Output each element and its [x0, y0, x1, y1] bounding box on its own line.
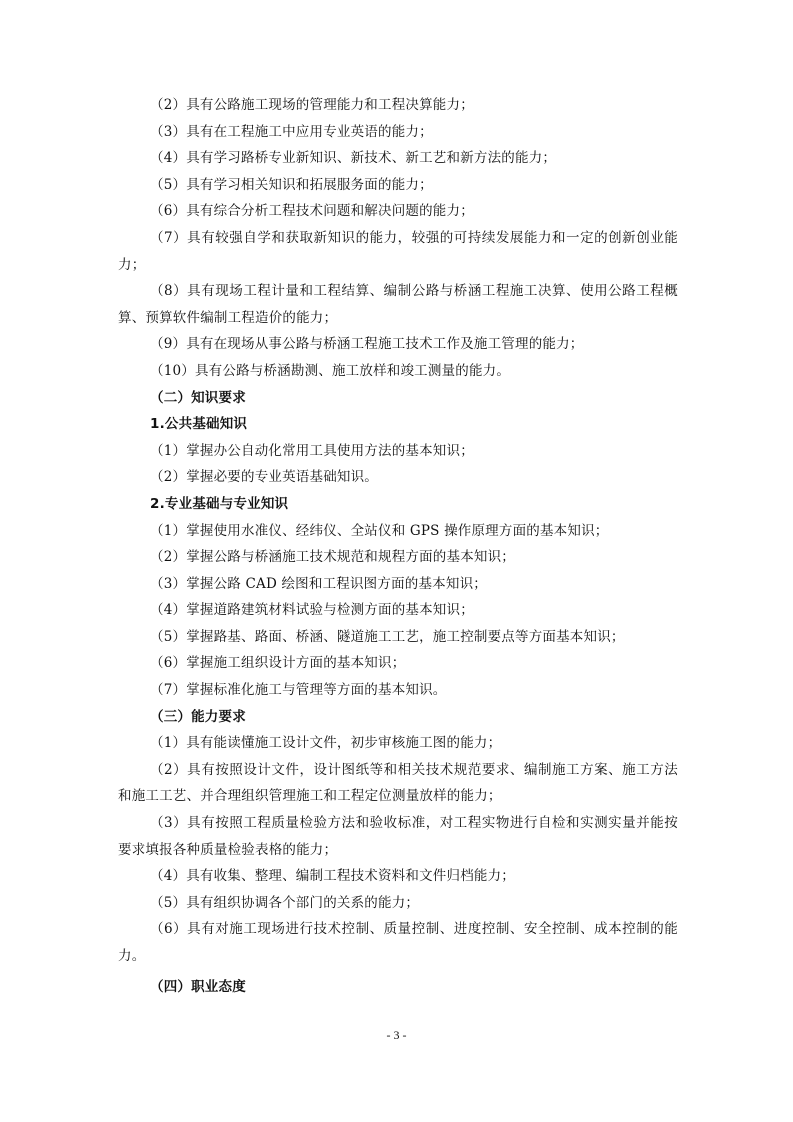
text-line: （1）掌握使用水准仪、经纬仪、全站仪和 GPS 操作原理方面的基本知识；: [150, 522, 609, 539]
text-line: （10）具有公路与桥涵勘测、施工放样和竣工测量的能力。: [150, 362, 511, 379]
text-line: （4）具有收集、整理、编制工程技术资料和文件归档能力；: [150, 868, 515, 885]
text-line: （1）掌握办公自动化常用工具使用方法的基本知识；: [150, 442, 474, 459]
text-line: 算、预算软件编制工程造价的能力；: [118, 309, 338, 326]
section-heading: （二）知识要求: [150, 389, 246, 406]
text-line: （4）具有学习路桥专业新知识、新技术、新工艺和新方法的能力；: [150, 150, 557, 167]
text-line: （3）具有按照工程质量检验方法和验收标准，对工程实物进行自检和实测实量并能按: [150, 815, 678, 832]
text-line: （2）具有公路施工现场的管理能力和工程决算能力；: [150, 97, 474, 113]
section-heading: （四）职业态度: [150, 978, 246, 995]
text-line: （3）掌握公路 CAD 绘图和工程识图方面的基本知识；: [150, 575, 487, 592]
text-line: （4）掌握道路建筑材料试验与检测方面的基本知识；: [150, 602, 474, 619]
text-line: （2）掌握必要的专业英语基础知识。: [150, 469, 378, 486]
text-line: （2）掌握公路与桥涵施工技术规范和规程方面的基本知识；: [150, 549, 515, 566]
text-line: （6）具有综合分析工程技术问题和解决问题的能力；: [150, 203, 474, 220]
text-line: （3）具有在工程施工中应用专业英语的能力；: [150, 123, 433, 140]
text-line: （5）具有学习相关知识和拓展服务面的能力；: [150, 176, 433, 193]
subsection-heading: 1.公共基础知识: [150, 416, 248, 433]
page-number: - 3 -: [386, 1028, 407, 1042]
text-line: （7）掌握标准化施工与管理等方面的基本知识。: [150, 682, 447, 699]
text-line: （6）掌握施工组织设计方面的基本知识；: [150, 655, 406, 672]
text-line: （5）具有组织协调各个部门的关系的能力；: [150, 894, 420, 911]
text-line: （2）具有按照设计文件，设计图纸等和相关技术规范要求、编制施工方案、施工方法: [150, 761, 678, 778]
text-line: （5）掌握路基、路面、桥涵、隧道施工工艺，施工控制要点等方面基本知识；: [150, 628, 625, 645]
text-line: 力；: [118, 256, 146, 273]
subsection-heading: 2.专业基础与专业知识: [150, 495, 289, 512]
text-line: （9）具有在现场从事公路与桥涵工程施工技术工作及施工管理的能力；: [150, 336, 584, 353]
text-line: 和施工工艺、并合理组织管理施工和工程定位测量放样的能力；: [118, 788, 502, 805]
section-heading: （三）能力要求: [150, 708, 246, 725]
text-line: 要求填报各种质量检验表格的能力；: [118, 841, 338, 858]
page-content: [118, 92, 678, 1000]
text-line: （6）具有对施工现场进行技术控制、质量控制、进度控制、安全控制、成本控制的能: [150, 921, 678, 938]
text-line: （1）具有能读懂施工设计文件，初步审核施工图的能力；: [150, 735, 502, 752]
text-line: 力。: [118, 948, 146, 964]
text-line: （8）具有现场工程计量和工程结算、编制公路与桥涵工程施工决算、使用公路工程概: [150, 283, 678, 300]
text-line: （7）具有较强自学和获取新知识的能力，较强的可持续发展能力和一定的创新创业能: [150, 229, 678, 246]
